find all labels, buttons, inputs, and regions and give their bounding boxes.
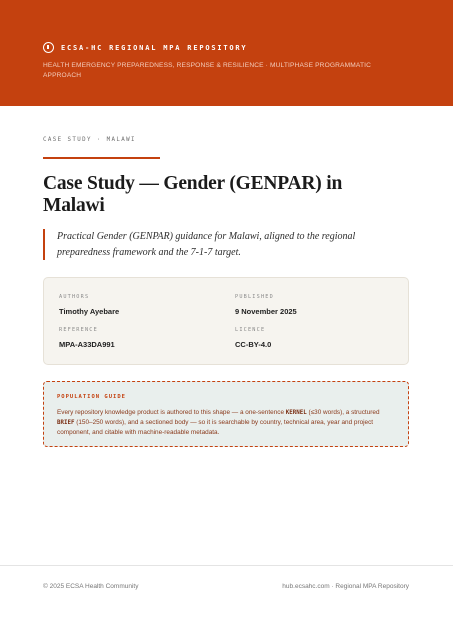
brief-code: BRIEF [57,420,75,427]
meta-published [235,294,297,316]
guide-text-part: (≤30 words), a structured [306,409,380,416]
accent-rule [43,157,160,159]
population-guide [43,381,409,447]
kernel-code: KERNEL [285,410,307,416]
kicker: CASE STUDY · MALAWI [43,137,136,143]
page-title: Case Study — Gender (GENPAR) in Malawi [43,173,343,216]
meta-value: Timothy Ayebare [59,307,120,316]
meta-label: PUBLISHED [235,294,274,300]
brand-name: ECSA-HC REGIONAL MPA REPOSITORY [61,43,248,52]
meta-value: 9 November 2025 [235,307,297,316]
meta-label: REFERENCE [59,327,98,333]
guide-text-part: Every repository knowledge product is authored to this shape — a one-sentence [57,409,286,416]
footer-copyright: © 2025 ECSA Health Community [43,583,139,590]
meta-authors [59,294,119,316]
brand[interactable] [43,42,247,53]
guide-title: POPULATION GUIDE [57,394,126,400]
site-header [0,0,453,106]
footer-divider [0,565,453,566]
header-tagline: HEALTH EMERGENCY PREPAREDNESS, RESPONSE & RESILIENCE · MULTIPHASE PROGRAMMATIC APPROACH [43,62,372,80]
lede: Practical Gender (GENPAR) guidance for Malawi, aligned to the regional preparedness framework and the 7-1-7 target. [43,229,388,260]
meta-licence [235,327,271,349]
footer-link[interactable]: hub.ecsahc.com · Regional MPA Repository [282,583,409,590]
guide-text [57,408,395,439]
meta-value: CC-BY-4.0 [235,340,272,349]
power-icon [43,42,54,53]
guide-text-part: (150–250 words), and a sectioned body — so it is searchable by country, technical area, year and project component, and citable with machine-readable metadata. [57,419,374,437]
meta-label: LICENCE [235,327,266,333]
metadata-card [43,277,409,365]
meta-value: MPA-A33DA991 [59,340,115,349]
meta-reference [59,327,115,349]
meta-label: AUTHORS [59,294,90,300]
